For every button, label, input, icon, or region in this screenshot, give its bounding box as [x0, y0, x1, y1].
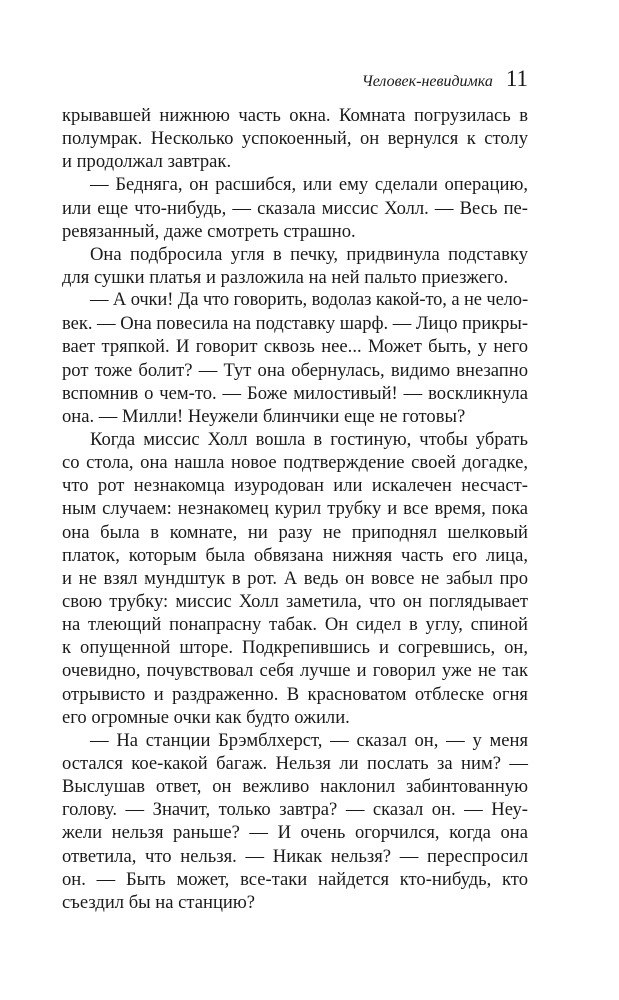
page-header [62, 66, 528, 102]
text-line: голову. — Значит, только завтра? — сказал он. — Неу- [62, 799, 528, 821]
text-line: и продолжал завтрак. [62, 151, 232, 173]
text-line: она была в комнате, ни разу не приподнял шелковый [62, 521, 528, 543]
paragraph [62, 428, 528, 729]
text-line: жели нельзя раньше? — И очень огорчился, когда она [62, 822, 528, 844]
text-line: со стола, она нашла новое подтверждение своей догадке, [62, 452, 528, 474]
paragraph [62, 173, 528, 242]
text-line: ным случаем: незнакомец курил трубку и все время, пока [62, 498, 528, 520]
text-line: Когда миссис Холл вошла в гостиную, чтобы убрать [90, 428, 528, 450]
text-line: на тлеющий понапрасну табак. Он сидел в углу, спиной [62, 614, 528, 636]
text-line: вает тряпкой. И говорит сквозь нее... Может быть, у него [62, 336, 528, 358]
book-page [62, 66, 528, 914]
paragraph [62, 729, 528, 914]
text-line: Она подбросила угля в печку, придвинула подставку [90, 243, 528, 265]
text-line: полумрак. Несколько успокоенный, он вернулся к столу [62, 128, 528, 150]
running-title: Человек-невидимка [361, 73, 493, 90]
text-line: очевидно, почувствовал себя лучше и говорил уже не так [62, 660, 528, 682]
text-line: и не взял мундштук в рот. А ведь он вовсе не забыл про [62, 567, 528, 589]
text-line: ревязанный, даже смотреть страшно. [62, 220, 356, 242]
text-line: ответила, что нельзя. — Никак нельзя? — переспросил [62, 845, 528, 867]
text-line: платок, которым была обвязана нижняя часть его лица, [62, 544, 528, 566]
paragraph [62, 104, 528, 173]
text-line: его огромные очки как будто ожили. [62, 706, 350, 728]
body-text [62, 104, 528, 914]
text-line: — На станции Брэмблхерст, — сказал он, — у меня [90, 729, 528, 751]
paragraph [62, 289, 528, 428]
text-line: отрывисто и раздраженно. В красноватом отблеске огня [62, 683, 528, 705]
text-line: или еще что-нибудь, — сказала миссис Холл. — Весь пе- [62, 197, 528, 219]
paragraph [62, 243, 528, 289]
text-line: крывавшей нижнюю часть окна. Комната погрузилась в [62, 105, 528, 126]
text-line: для сушки платья и разложила на ней пальто приезжего. [62, 266, 509, 288]
text-line: он. — Быть может, все-таки найдется кто-нибудь, кто [62, 868, 528, 890]
text-line: съездил бы на станцию? [62, 891, 256, 913]
text-line: — Бедняга, он расшибся, или ему сделали операцию, [90, 174, 528, 196]
text-line: век. — Она повесила на подставку шарф. — Лицо прикры- [62, 313, 528, 335]
text-line: рот тоже болит? — Тут она обернулась, видимо внезапно [62, 359, 528, 381]
text-line: к опущенной шторе. Подкрепившись и согревшись, он, [62, 637, 528, 659]
text-line: вспомнив о чем-то. — Боже милостивый! — воскликнула [62, 382, 528, 404]
text-line: что рот незнакомца изуродован или искалечен несчаст- [62, 475, 528, 497]
text-line: свою трубку: миссис Холл заметила, что он поглядывает [62, 590, 528, 612]
text-line: она. — Милли! Неужели блинчики еще не готовы? [62, 405, 466, 427]
text-line: остался кое-какой багаж. Нельзя ли послать за ним? — [62, 752, 528, 774]
text-line: Выслушав ответ, он вежливо наклонил забинтованную [62, 776, 528, 798]
text-line: — А очки! Да что говорить, водолаз какой-то, а не чело- [90, 290, 528, 311]
page-number: 11 [505, 66, 528, 91]
